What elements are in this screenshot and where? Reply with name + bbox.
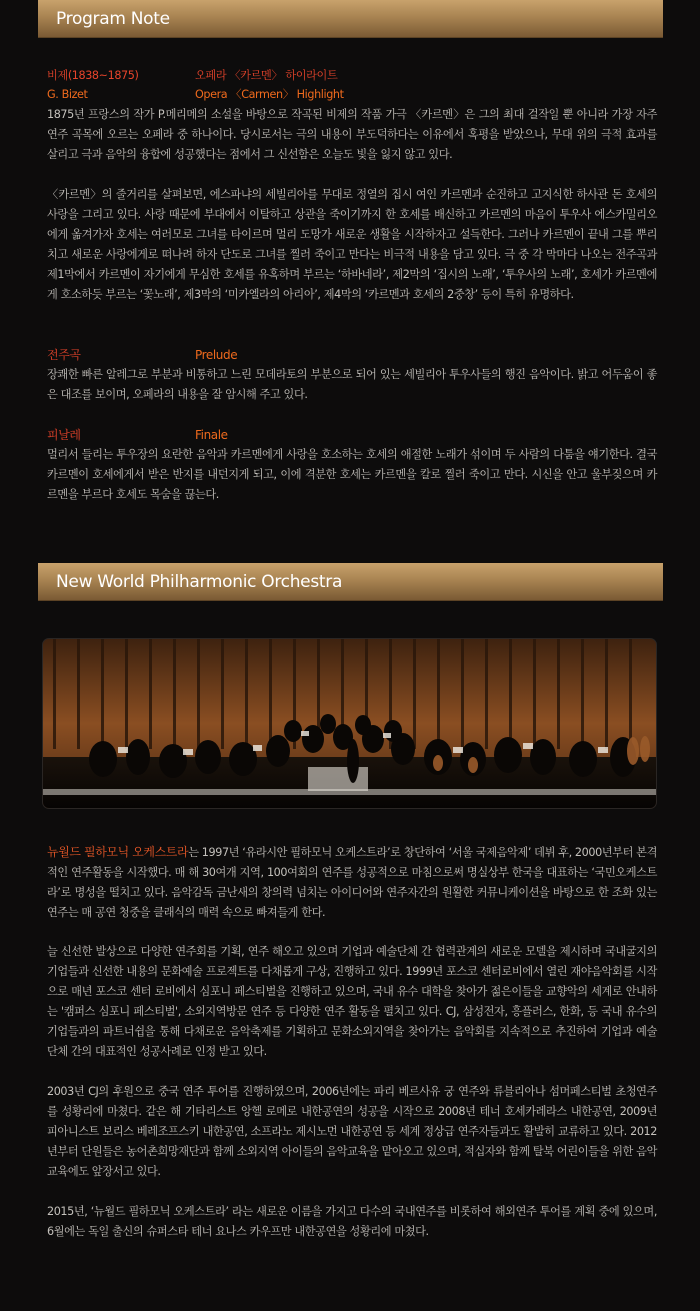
orchestra-paragraph-4: 2015년, ‘뉴월드 필하모닉 오케스트라’ 라는 새로운 이름을 가지고 다수의 국내연주를 비롯하여 해외연주 투어를 계획 중에 있으며, 6월에는 독일 출신의 슈퍼스타 테너 요나스 카우프만 내한공연을 성황리에 마쳤다. [47,1205,657,1238]
composer-name: 비제(1838~1875) [47,69,139,82]
orchestra-photo-illustration [43,639,656,808]
orchestra-paragraph-1 [47,842,657,923]
orchestra-paragraph-3: 2003년 CJ의 후원으로 중국 연주 투어를 진행하였으며, 2006년에는 파리 베르사유 궁 연주와 류블리아나 섬머페스티벌 초청연주를 성황리에 마쳤다. 같은 해 기타리스트 앙헬 로메로 내한공연의 성공을 시작으로 2008년 테너 호세카레라스 내한공연, 2009년 피아니스트 보리스 베레조프스키 내한공연, 소프라노 제시노먼 내한공연 등 세계 정상급 연주자들과도 활발히 교류하고 있다. 2012년부터 단원들은 농어촌희망재단과 함께 소외지역 아이들의 음악교육을 맡아오고 있으며, 적십자와 함께 탈북 어린이들을 위한 음악교육에도 앞장서고 있다. [47,1085,657,1178]
prelude-section [47,345,657,405]
finale-section [47,425,657,505]
orchestra-header: New World Philharmonic Orchestra [38,563,663,601]
composer-name-en: G. Bizet [47,88,88,101]
finale-title: 피날레 [47,428,81,442]
program-note-paragraph-1: 1875년 프랑스의 작가 P.메리메의 소설을 바탕으로 작곡된 비제의 작품 가극 〈카르멘〉은 그의 최대 걸작일 뿐 아니라 가장 자주 연주 곡목에 오르는 오페라 중 하나이다. 당시로서는 극의 내용이 부도덕하다는 이유에서 혹평을 받았으나, 무대 위의 극적 효과를 살리고 극과 음악의 융합에 성공했다는 점에서 그 신선함은 오늘도 빛을 잃지 않고 있다. [47,108,657,161]
prelude-text: 장쾌한 빠른 알레그로 부분과 비통하고 느린 모데라토의 부분으로 되어 있는 세빌리아 투우사들의 행진 음악이다. 밝고 어두움이 좋은 대조를 보이며, 오페라의 내용을 잘 암시해 주고 있다. [47,368,657,401]
finale-title-en: Finale [195,428,228,442]
program-note-intro [47,66,657,165]
finale-text: 멀리서 들리는 투우장의 요란한 음악과 카르멘에게 사랑을 호소하는 호세의 애절한 노래가 섞이며 두 사람의 다툼을 얘기한다. 결국 카르멘이 호세에게서 받은 반지를 내던지게 되고, 이에 격분한 호세는 카르멘을 칼로 찔러 죽이고 만다. 시신을 안고 울부짖으며 카르멘을 부르다 호세도 목숨을 끊는다. [47,448,657,501]
orchestra-photo [43,639,656,808]
work-title: 오페라 〈카르멘〉 하이라이트 [195,69,338,82]
work-title-en: Opera 〈Carmen〉 Highlight [195,88,344,101]
program-note-paragraph-2: 〈카르멘〉의 줄거리를 살펴보면, 에스파냐의 세빌리아를 무대로 정열의 집시 여인 카르멘과 순진하고 고지식한 하사관 돈 호세의 사랑을 그리고 있다. 사랑 때문에 부대에서 이탈하고 상관을 죽이기까지 한 호세를 배신하고 카르멘의 마음이 투우사 에스카밀리오에게 옮겨가자 호세는 여러모로 그녀를 타이르며 멀리 도망가 새로운 생활을 시작하자고 설득한다. 그러나 카르멘이 끝내 그를 뿌리치고 새로운 사랑에게로 떠나려 하자 단도로 그녀를 찔러 죽이고 만다는 비극적 내용을 담고 있다. 극 중 각 막마다 나오는 전주곡과 제1막에서 카르멘이 자기에게 무심한 호세를 유혹하며 부르는 ‘하바네라’, 제2막의 ‘집시의 노래’, ‘투우사의 노래’, 호세가 카르멘에게 호소하듯 부르는 ‘꽃노래’, 제3막의 ‘미카엘라의 아리아’, 제4막의 ‘카르멘과 호세의 2중창’ 등이 특히 유명하다. [47,188,657,301]
orchestra-paragraph-2: 늘 신선한 발상으로 다양한 연주회를 기획, 연주 해오고 있으며 기업과 예술단체 간 협력관계의 새로운 모델을 제시하며 국내굴지의 기업들과 신선한 내용의 문화예술 프로젝트를 다채롭게 구상, 진행하고 있다. 1999년 포스코 센터로비에서 열린 재야음악회를 시작으로 매년 포스코 센터 로비에서 심포니 페스티벌을 진행하고 있으며, 국내 유수 대학을 찾아가 젊은이들을 교향악의 세계로 안내하는 '캠퍼스 심포니 페스티벌', 소외지역방문 연주 등 다양한 연주 활동을 펼치고 있다. CJ, 삼성전자, 흥플러스, 한화, 등 국내 유수의 기업들과의 파트너쉽을 통해 다채로운 음악축제를 기획하고 문화소외지역을 찾아가는 음악회를 지속적으로 추진하여 기업과 예술단체 간의 대표적인 성공사례로 인정 받고 있다. [47,945,657,1058]
prelude-title: 전주곡 [47,348,81,362]
program-note-header: Program Note [38,0,663,38]
orchestra-paragraph-1-text: 는 1997년 ‘유라시안 필하모닉 오케스트라’로 창단하여 ‘서울 국제음악제’ 데뷔 후, 2000년부터 본격적인 연주활동을 시작했다. 매 해 30여개 지역, 100여회의 연주를 성공적으로 마침으로써 명실상부 한국을 대표하는 ‘국민오케스트라’로 명성을 떨치고 있다. 음악감독 금난새의 창의력 넘치는 아이디어와 연주자간의 원활한 커뮤니케이션을 바탕으로 한 조화 있는 연주는 매 공연 청중을 클래식의 매력 속으로 빠져들게 한다. [47,846,658,919]
orchestra-name-highlight: 뉴월드 필하모닉 오케스트라 [47,845,189,859]
prelude-title-en: Prelude [195,348,238,362]
